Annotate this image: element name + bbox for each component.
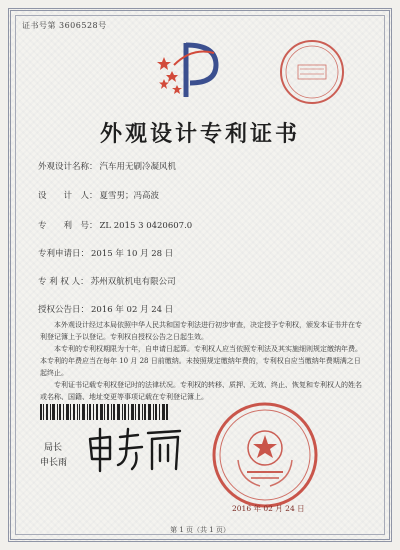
grant-date-value: 2016 年 02 月 24 日	[91, 305, 174, 315]
filing-date-label: 专利申请日：	[38, 249, 90, 259]
seal-date: 2016 年 02 月 24 日	[232, 504, 305, 513]
certificate-number	[22, 20, 107, 31]
barcode-icon	[40, 404, 168, 420]
designer-label: 设 计 人：	[38, 191, 98, 201]
filing-date-value: 2015 年 10 月 28 日	[91, 249, 174, 259]
patent-number-field	[38, 219, 192, 231]
grant-date-field	[38, 303, 173, 315]
certificate-number-value: 3606528	[59, 21, 99, 30]
page-number: 第 1 页（共 1 页）	[170, 526, 230, 534]
certificate-number-label: 证书号第	[22, 21, 56, 30]
director-title: 局长	[44, 443, 63, 453]
body-paragraph: 本外观设计经过本局依照中华人民共和国专利法进行初步审查，决定授予专利权，颁发本证书并在专利登记簿上予以登记。专利权自授权公告之日起生效。	[40, 321, 362, 341]
design-name-field	[38, 160, 176, 172]
patent-office-emblem-icon	[150, 35, 230, 105]
national-ip-office-seal-icon	[210, 400, 320, 510]
designer-value: 夏雪男；冯高波	[99, 191, 160, 201]
body-paragraph: 专利证书记载专利权登记时的法律状况。专利权的转移、质押、无效、终止、恢复和专利权人的姓名或名称、国籍、地址变更等事项记载在专利登记簿上。	[40, 381, 362, 401]
design-name-label: 外观设计名称：	[38, 162, 98, 172]
grant-date-label: 授权公告日：	[38, 305, 90, 315]
patentee-value: 苏州双航机电有限公司	[90, 277, 176, 287]
agency-stamp-icon	[278, 38, 346, 106]
filing-date-field	[38, 247, 173, 259]
body-paragraph: 本专利的专利权期限为十年，自申请日起算。专利权人应当依照专利法及其实施细则规定缴纳年费。本专利的年费应当在每年 10 月 28 日前缴纳。未按照规定缴纳年费的，专利权自应当缴纳年费期满之日起终止。	[40, 345, 362, 377]
page-title: 外观设计专利证书	[99, 122, 300, 147]
patent-number-label: 专 利 号：	[38, 221, 98, 231]
patentee-label: 专 利 权 人：	[38, 277, 89, 287]
patentee-field	[38, 275, 176, 287]
designer-field	[38, 189, 159, 201]
design-name-value: 汽车用无刷冷凝风机	[99, 162, 177, 172]
patent-number-value: ZL 2015 3 0420607.0	[99, 221, 193, 231]
director-signature	[80, 425, 190, 475]
certificate-body-text	[40, 319, 362, 403]
director-name: 申长雨	[40, 458, 68, 468]
certificate-number-suffix: 号	[98, 21, 107, 30]
